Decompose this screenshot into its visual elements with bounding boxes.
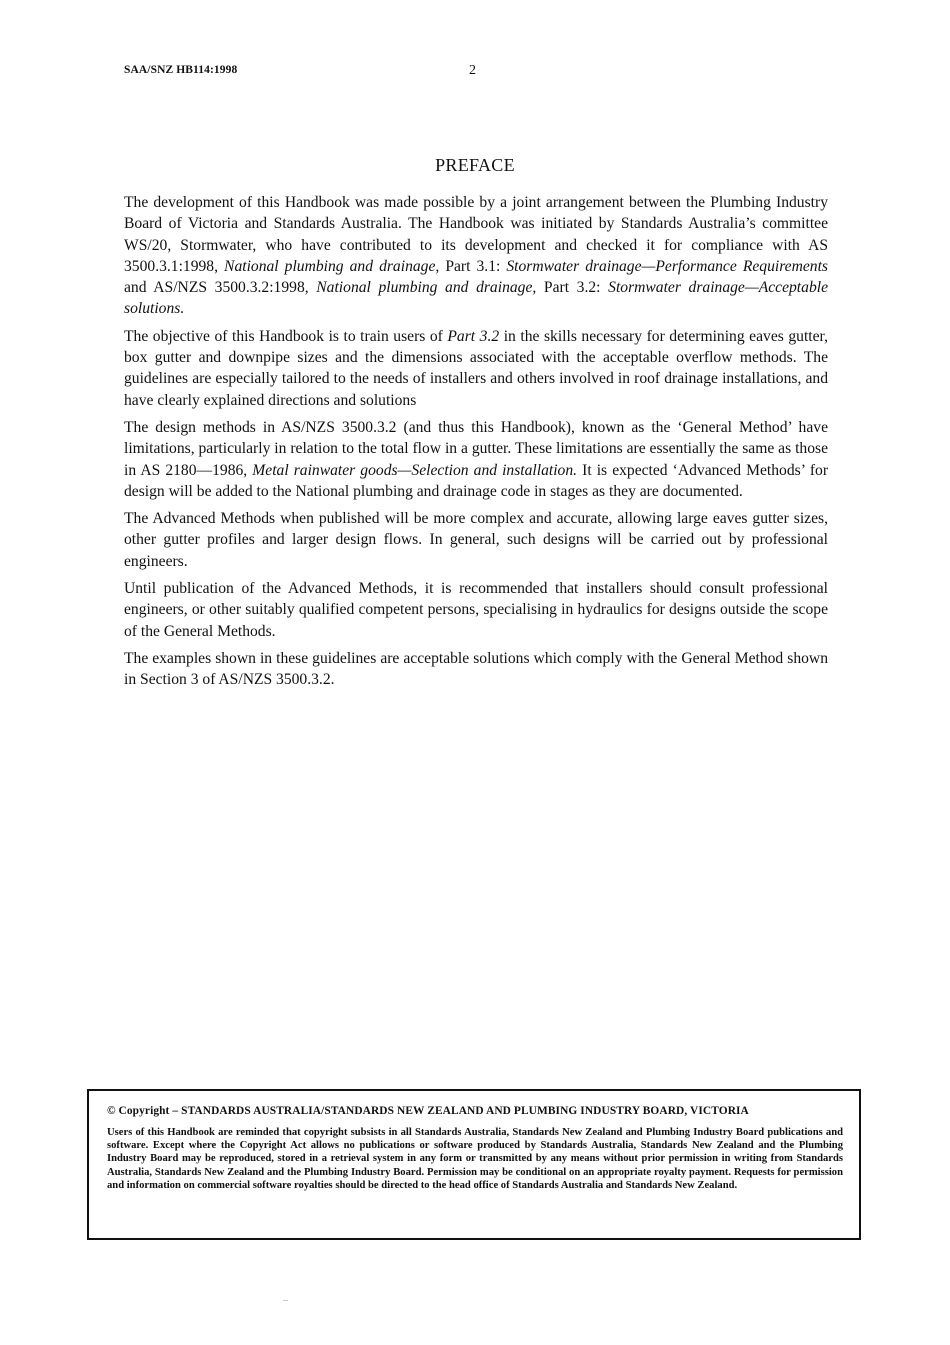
preface-body — [124, 192, 828, 697]
italic-title-run: Part 3.2 — [447, 327, 500, 345]
text-run: The objective of this Handbook is to train users of — [124, 327, 448, 345]
text-run: The development of this Handbook was made possible by a joint arrangement between the Plumbing Industry Board of Victoria and Standards Australia. The Handbook was initiated by Standards Australia’s committee WS/20, Stormwater, who have contributed to its development and checked it for compliance with AS 3500.3.1:1998, — [124, 194, 828, 275]
text-run: Part 3.1: — [439, 257, 507, 275]
italic-title-run: Metal rainwater goods—Selection and installation. — [252, 461, 578, 479]
text-run: and AS/NZS 3500.3.2:1998, — [124, 279, 317, 297]
copyright-title: © Copyright – STANDARDS AUSTRALIA/STANDARDS NEW ZEALAND AND PLUMBING INDUSTRY BOARD, VICTORIA — [107, 1105, 749, 1117]
page-title: PREFACE — [435, 155, 515, 175]
page-number: 2 — [469, 63, 476, 78]
text-run: The design methods in AS/NZS 3500.3.2 (and thus this Handbook), known as the ‘General Method’ have limitations, particularly in relation to the total flow in a gutter. These limitations are essentially the same as those in AS 2180—1986, — [124, 418, 828, 479]
paragraph-examples: The examples shown in these guidelines are acceptable solutions which comply with the General Method shown in Section 3 of AS/NZS 3500.3.2. — [124, 649, 828, 689]
text-run: in the skills necessary for determining eaves gutter, box gutter and downpipe sizes and the dimensions associated with the acceptable overflow methods. The guidelines are especially tailored to the needs of installers and others involved in roof drainage installations, and have clearly explained directions and solutions — [124, 327, 828, 409]
copyright-notice-box — [87, 1089, 861, 1240]
document-code: SAA/SNZ HB114:1998 — [124, 64, 238, 76]
italic-title-run: National plumbing and drainage, — [224, 257, 440, 275]
copyright-body: Users of this Handbook are reminded that copyright subsists in all Standards Australia, Standards New Zealand and Plumbing Industry Board publications and software. Except where the Copyright Act allows no publications or software produced by Standards Australia, Standards New Zealand and the Plumbing Industry Board may be reproduced, stored in a retrieval system in any form or transmitted by any means without prior permission in writing from Standards Australia, Standards New Zealand and the Plumbing Industry Board. Permission may be conditional on an appropriate royalty payment. Requests for permission and information on commercial software royalties should be directed to the head office of Standards Australia and Standards New Zealand. — [107, 1127, 843, 1191]
italic-title-run: National plumbing and drainage, — [316, 279, 537, 297]
text-run: Part 3.2: — [536, 279, 609, 297]
italic-title-run: Stormwater drainage—Acceptable solutions. — [124, 279, 828, 318]
scan-mark — [283, 1300, 288, 1301]
text-run: It is expected ‘Advanced Methods’ for design will be added to the National plumbing and drainage code in stages as they are documented. — [124, 461, 829, 500]
paragraph-recommendation: Until publication of the Advanced Methods, it is recommended that installers should consult professional engineers, or other suitably qualified competent persons, specialising in hydraulics for designs outside the scope of the General Methods. — [124, 580, 828, 640]
paragraph-development — [124, 192, 828, 320]
paragraph-design-methods — [124, 417, 828, 502]
paragraph-advanced-methods: The Advanced Methods when published will be more complex and accurate, allowing large eaves gutter sizes, other gutter profiles and larger design flows. In general, such designs will be carried out by professional engineers. — [124, 510, 828, 570]
italic-title-run: Stormwater drainage—Performance Requirements — [506, 257, 828, 275]
paragraph-objective — [124, 326, 828, 411]
